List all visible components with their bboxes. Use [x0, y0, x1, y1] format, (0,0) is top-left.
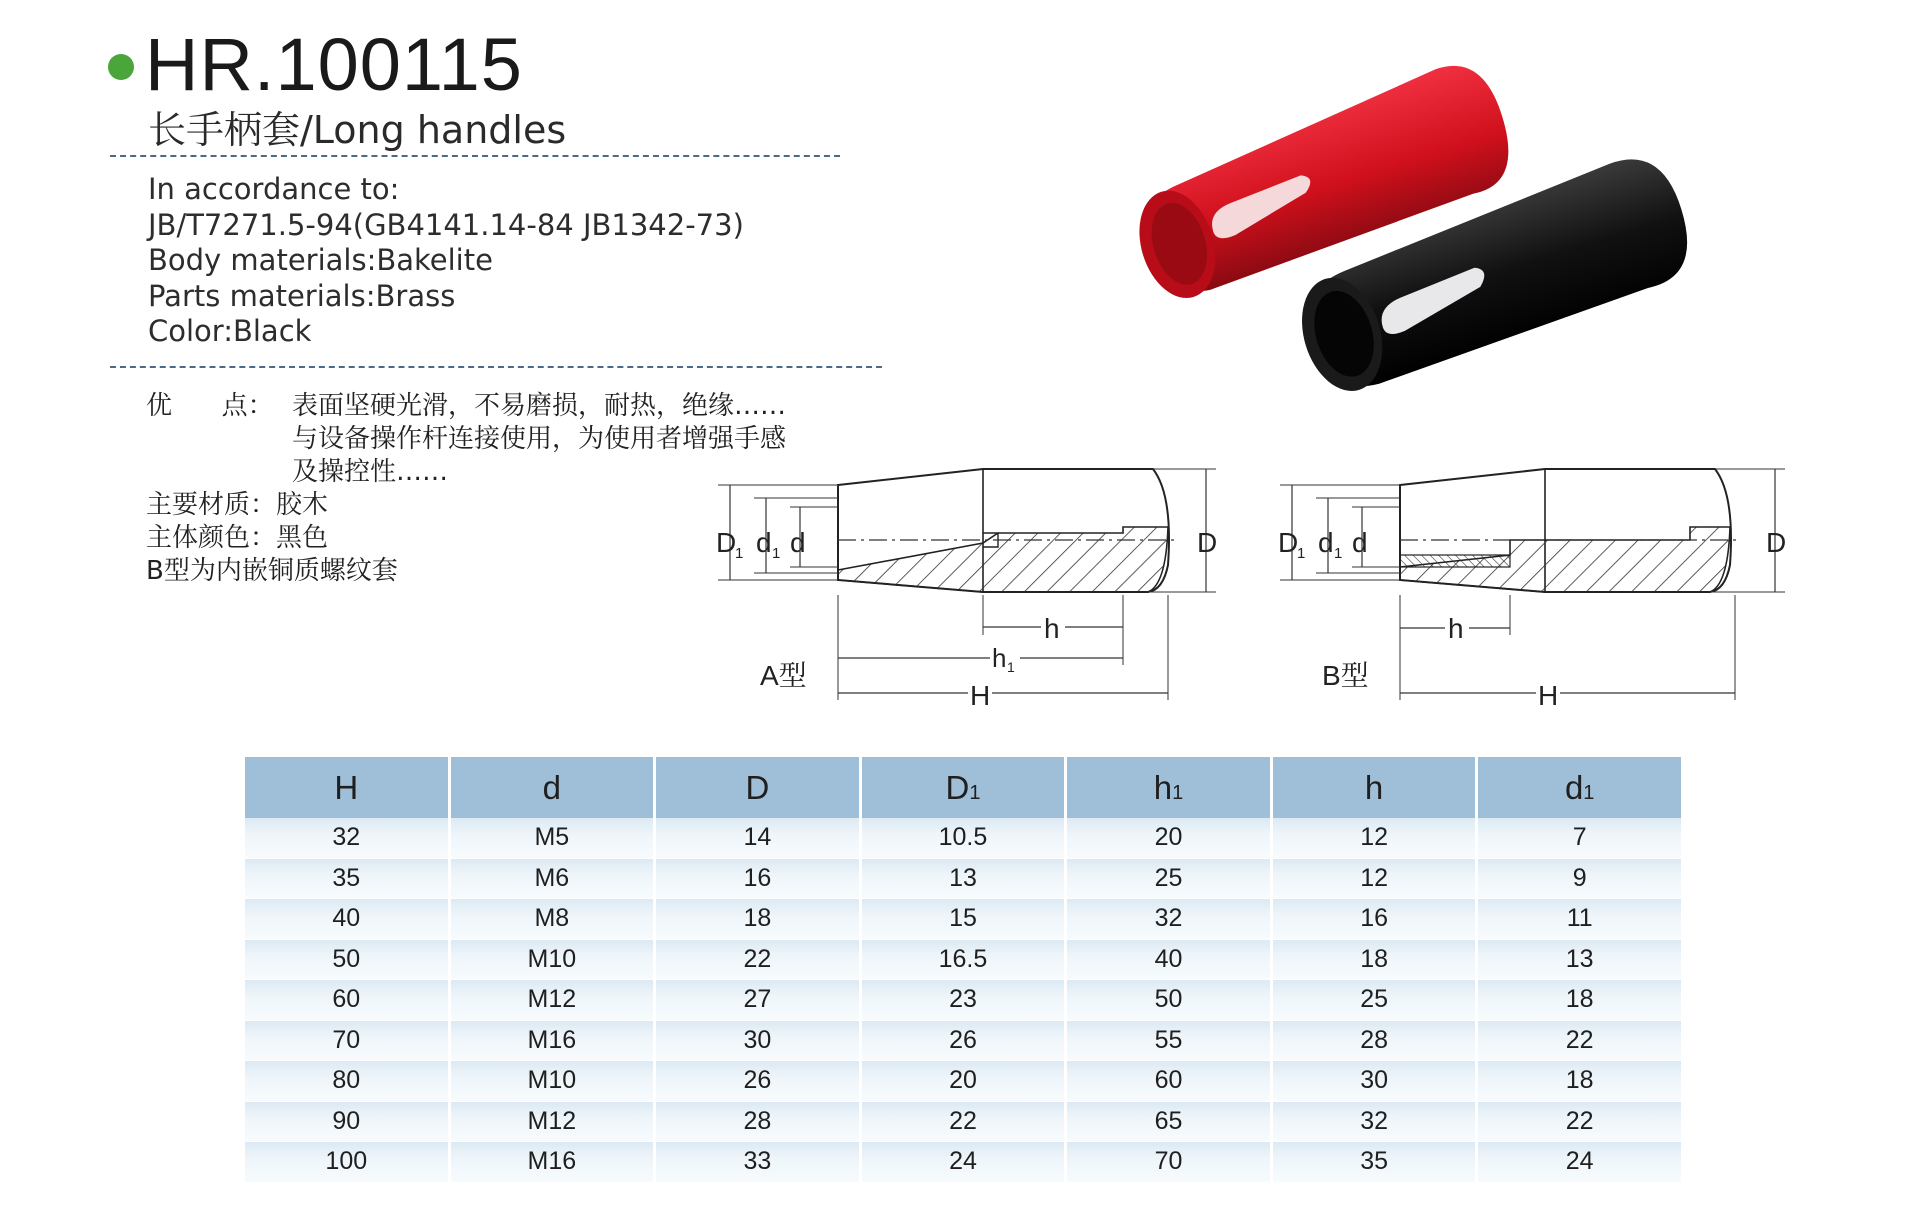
column-header-D: D: [656, 757, 859, 818]
label-D1: D: [716, 527, 737, 558]
column-header-d: d: [451, 757, 654, 818]
title-bullet-icon: [108, 54, 134, 80]
label-H: H: [970, 680, 991, 710]
table-row: [245, 899, 1681, 940]
table-cell: M12: [451, 1102, 654, 1143]
label-D1: D: [1278, 527, 1299, 558]
label-D: D: [1197, 527, 1218, 558]
column-header-d1: d1: [1478, 757, 1681, 818]
label-H: H: [1538, 680, 1559, 710]
feature-text: 胶木: [276, 490, 329, 520]
feature-row: [146, 555, 786, 588]
table-cell: 18: [1478, 980, 1681, 1021]
feature-label: B型为内嵌铜质螺纹套: [146, 556, 398, 586]
table-cell: 23: [862, 980, 1065, 1021]
table-cell: 28: [1273, 1021, 1476, 1062]
table-cell: 16: [656, 859, 859, 900]
table-row: [245, 859, 1681, 900]
table-cell: 100: [245, 1142, 448, 1183]
table-cell: 65: [1067, 1102, 1270, 1143]
table-row: [245, 818, 1681, 859]
table-cell: 7: [1478, 818, 1681, 859]
table-cell: M8: [451, 899, 654, 940]
table-cell: 90: [245, 1102, 448, 1143]
table-cell: 9: [1478, 859, 1681, 900]
dimension-table: [242, 757, 1684, 1183]
divider: [110, 155, 840, 157]
table-cell: 22: [1478, 1021, 1681, 1062]
product-photo: [1100, 40, 1800, 400]
table-cell: 15: [862, 899, 1065, 940]
table-cell: 32: [245, 818, 448, 859]
feature-list: [146, 390, 786, 588]
diagram-caption: A型: [760, 660, 807, 691]
spec-line: Color:Black: [148, 314, 312, 348]
table-cell: M6: [451, 859, 654, 900]
table-cell: 12: [1273, 859, 1476, 900]
table-cell: 32: [1067, 899, 1270, 940]
table-cell: M16: [451, 1142, 654, 1183]
column-header-h: h: [1273, 757, 1476, 818]
table-cell: 22: [862, 1102, 1065, 1143]
table-cell: 70: [1067, 1142, 1270, 1183]
diagram-type-b: [1270, 455, 1795, 710]
diagram-type-a: [708, 455, 1228, 710]
column-header-H: H: [245, 757, 448, 818]
label-D1-sub: 1: [1297, 545, 1306, 562]
feature-label: 优 点：: [146, 391, 274, 421]
feature-text: 表面坚硬光滑，不易磨损，耐热，绝缘……: [292, 391, 787, 421]
table-cell: 12: [1273, 818, 1476, 859]
column-header-D1: D1: [862, 757, 1065, 818]
table-cell: 20: [1067, 818, 1270, 859]
table-cell: 33: [656, 1142, 859, 1183]
label-h1-sub: 1: [1007, 659, 1015, 675]
table-cell: M16: [451, 1021, 654, 1062]
table-cell: 27: [656, 980, 859, 1021]
table-cell: 40: [245, 899, 448, 940]
table-cell: 80: [245, 1061, 448, 1102]
feature-row: [146, 456, 786, 489]
divider: [110, 366, 882, 368]
label-D1-sub: 1: [735, 545, 744, 562]
page-title: HR.100115: [145, 23, 523, 106]
label-d: d: [1352, 527, 1368, 558]
table-cell: 20: [862, 1061, 1065, 1102]
table-cell: 60: [245, 980, 448, 1021]
feature-label: 主要材质：: [146, 490, 277, 520]
diagram-caption: B型: [1322, 660, 1369, 691]
feature-text: 及操控性……: [292, 457, 449, 487]
feature-text: 黑色: [276, 523, 329, 553]
table-cell: 13: [862, 859, 1065, 900]
table-cell: 25: [1067, 859, 1270, 900]
table-row: [245, 1102, 1681, 1143]
table-cell: 28: [656, 1102, 859, 1143]
table-cell: 30: [656, 1021, 859, 1062]
feature-row: [146, 522, 786, 555]
table-cell: 18: [1273, 940, 1476, 981]
table-cell: 24: [1478, 1142, 1681, 1183]
spec-line: JB/T7271.5-94(GB4141.14-84 JB1342-73): [148, 207, 744, 242]
column-header-h1: h1: [1067, 757, 1270, 818]
table-row: [245, 1061, 1681, 1102]
feature-row: [146, 390, 786, 423]
table-cell: 24: [862, 1142, 1065, 1183]
table-row: [245, 1021, 1681, 1062]
label-h: h: [1044, 613, 1060, 644]
table-cell: 35: [1273, 1142, 1476, 1183]
label-h: h: [1448, 613, 1464, 644]
table-cell: 18: [656, 899, 859, 940]
table-cell: 70: [245, 1021, 448, 1062]
table-header-row: [245, 757, 1681, 818]
spec-line: In accordance to:: [148, 172, 400, 206]
table-cell: 40: [1067, 940, 1270, 981]
feature-row: [146, 489, 786, 522]
table-cell: 60: [1067, 1061, 1270, 1102]
table-cell: 26: [656, 1061, 859, 1102]
table-row: [245, 940, 1681, 981]
table-cell: 16: [1273, 899, 1476, 940]
page-subtitle: 长手柄套/Long handles: [148, 108, 567, 152]
feature-label: 主体颜色：: [146, 523, 277, 553]
spec-list: [148, 172, 744, 350]
label-d1: d: [1318, 527, 1334, 558]
label-d1: d: [756, 527, 772, 558]
label-d1-sub: 1: [772, 545, 781, 562]
table-cell: 55: [1067, 1021, 1270, 1062]
table-cell: 10.5: [862, 818, 1065, 859]
table-cell: 30: [1273, 1061, 1476, 1102]
spec-line: Parts materials:Brass: [148, 278, 456, 313]
table-cell: 50: [245, 940, 448, 981]
table-cell: M10: [451, 940, 654, 981]
table-cell: 11: [1478, 899, 1681, 940]
table-row: [245, 980, 1681, 1021]
table-cell: 50: [1067, 980, 1270, 1021]
table-cell: M10: [451, 1061, 654, 1102]
table-cell: 32: [1273, 1102, 1476, 1143]
feature-row: [146, 423, 786, 456]
table-cell: 22: [656, 940, 859, 981]
table-cell: M12: [451, 980, 654, 1021]
table-cell: 22: [1478, 1102, 1681, 1143]
table-cell: 18: [1478, 1061, 1681, 1102]
table-cell: 13: [1478, 940, 1681, 981]
label-d1-sub: 1: [1334, 545, 1343, 562]
feature-text: 与设备操作杆连接使用，为使用者增强手感: [292, 424, 787, 454]
label-D: D: [1766, 527, 1787, 558]
table-cell: 25: [1273, 980, 1476, 1021]
table-cell: M5: [451, 818, 654, 859]
label-d: d: [790, 527, 806, 558]
table-cell: 35: [245, 859, 448, 900]
table-cell: 16.5: [862, 940, 1065, 981]
label-h1: h: [992, 643, 1007, 673]
table-row: [245, 1142, 1681, 1183]
table-cell: 26: [862, 1021, 1065, 1062]
table-cell: 14: [656, 818, 859, 859]
spec-line: Body materials:Bakelite: [148, 243, 493, 277]
